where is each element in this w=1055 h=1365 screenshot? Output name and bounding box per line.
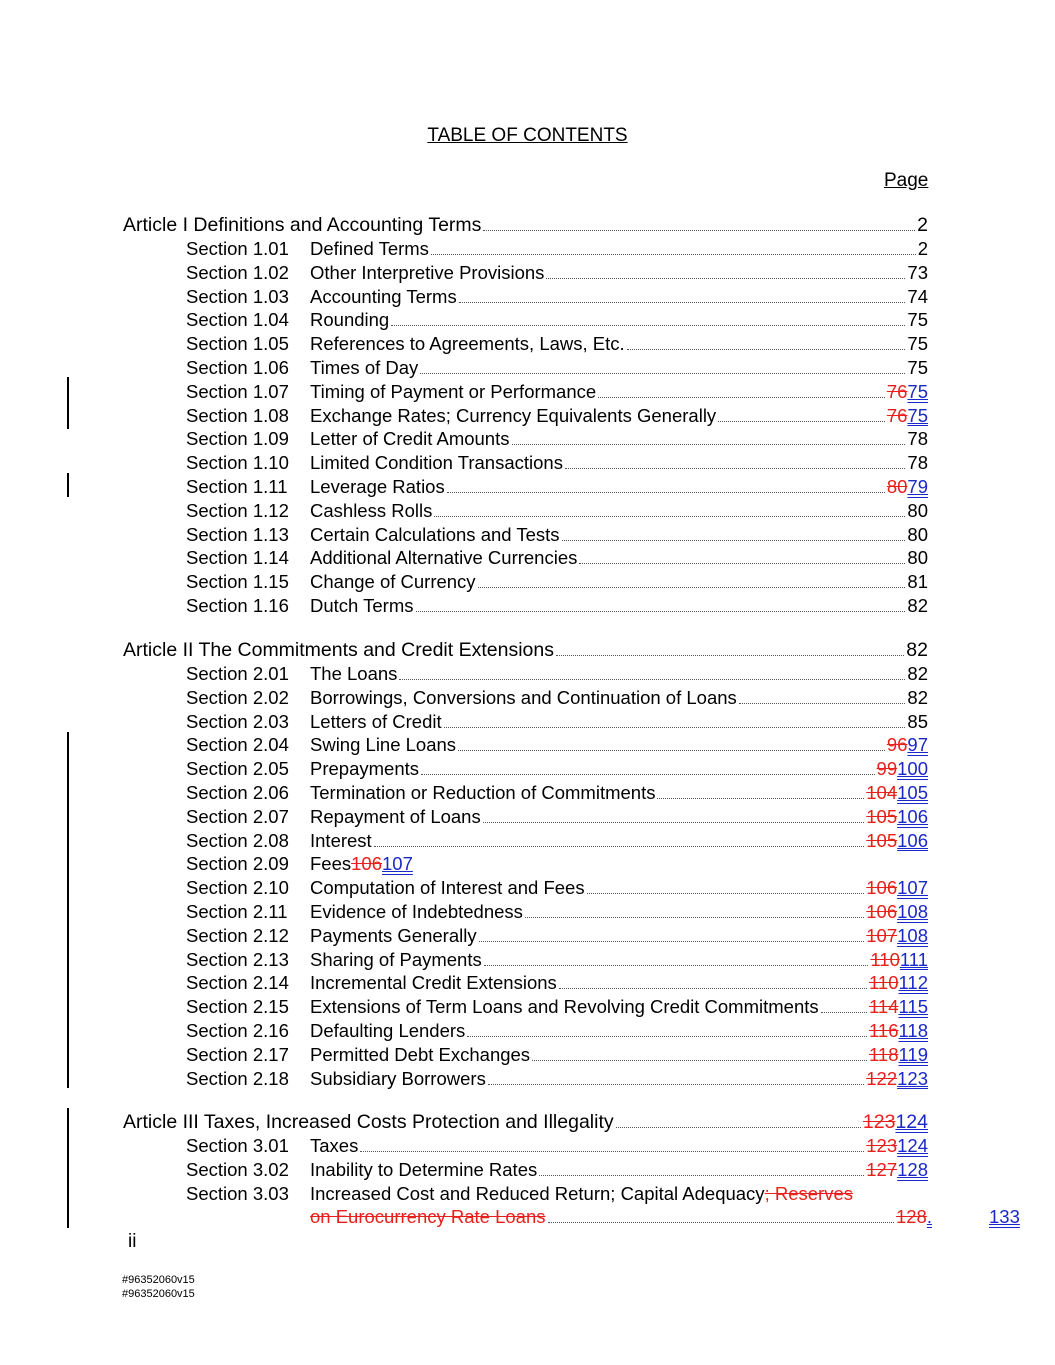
deleted-page-number: 128	[895, 1206, 927, 1227]
dot-leader	[598, 382, 885, 398]
toc-entry	[310, 1019, 928, 1043]
section-number: Section 1.05	[186, 333, 289, 355]
dot-leader	[431, 239, 916, 255]
dot-leader	[391, 310, 905, 326]
toc-page-number	[866, 805, 928, 829]
toc-entry	[310, 971, 928, 995]
change-bar	[67, 1108, 69, 1228]
dot-leader	[488, 1069, 864, 1085]
toc-page-number	[866, 1158, 928, 1182]
section-number: Section 1.07	[186, 380, 289, 402]
dot-leader	[565, 453, 905, 469]
section-title: Increased Cost and Reduced Return; Capital Adequacy	[310, 1183, 765, 1204]
article-title: Article III Taxes, Increased Costs Protection and Illegality	[123, 1111, 614, 1133]
toc-page-number: 82	[906, 639, 928, 661]
toc-entry	[310, 356, 928, 380]
section-title: Times of Day	[310, 357, 419, 378]
toc-entry	[310, 570, 928, 594]
section-title: Rounding	[310, 309, 390, 331]
deleted-page-number: 106	[351, 853, 383, 875]
section-number: Section 2.17	[186, 1043, 289, 1065]
toc-entry	[310, 1158, 928, 1182]
toc-article	[123, 213, 928, 237]
toc-page-number	[866, 781, 928, 805]
deleted-page-number: 123	[866, 1135, 898, 1156]
section-number: Section 2.15	[186, 996, 289, 1018]
dot-leader	[447, 477, 885, 493]
toc-page-number	[866, 924, 928, 948]
dot-leader	[718, 406, 885, 422]
dot-leader	[739, 688, 906, 704]
deleted-page-number: 110	[869, 972, 899, 994]
toc-entry	[310, 1205, 932, 1229]
toc-page-number: 2	[917, 238, 928, 259]
dot-leader	[360, 1136, 864, 1152]
toc-page-number: 85	[907, 710, 928, 732]
inserted-page-number: 115	[898, 996, 928, 1018]
section-number: Section 2.06	[186, 782, 289, 803]
section-number: Section 2.08	[186, 829, 289, 851]
toc-entry	[310, 757, 928, 781]
dot-leader	[479, 926, 865, 942]
deleted-page-number: 123	[862, 1111, 896, 1133]
section-title: Limited Condition Transactions	[310, 452, 563, 474]
deleted-page-number: 127	[866, 1159, 898, 1180]
dot-leader	[821, 997, 867, 1013]
toc-entry	[310, 499, 928, 523]
section-title: Dutch Terms	[310, 595, 414, 616]
section-title: Termination or Reduction of Commitments	[310, 782, 656, 803]
doc-id: #96352060v15	[122, 1274, 195, 1286]
inserted-page-number: 106	[897, 805, 928, 827]
section-title: Letter of Credit Amounts	[310, 428, 510, 450]
section-title: Certain Calculations and Tests	[310, 523, 560, 545]
section-title: Prepayments	[310, 758, 419, 780]
inserted-text: .	[926, 1206, 932, 1227]
inserted-page-number: 111	[899, 948, 928, 970]
dot-leader	[525, 902, 864, 918]
toc-page-number	[870, 948, 928, 972]
section-number: Section 2.18	[186, 1067, 289, 1089]
section-title: Repayment of Loans	[310, 805, 481, 827]
toc-page-number	[887, 404, 928, 428]
toc-page-number	[866, 1067, 928, 1091]
dot-leader	[374, 831, 865, 847]
dot-leader	[548, 1207, 894, 1223]
toc-page-number: 75	[907, 357, 928, 378]
dot-leader	[478, 572, 906, 588]
toc-page-number	[887, 733, 928, 757]
section-title: Inability to Determine Rates	[310, 1159, 538, 1180]
toc-entry	[310, 710, 928, 734]
toc-page-number: 75	[907, 333, 928, 355]
section-number: Section 1.11	[186, 476, 288, 497]
toc-entry	[310, 686, 928, 710]
deleted-page-number: 96	[886, 734, 908, 756]
section-title: Taxes	[310, 1135, 359, 1156]
dot-leader	[483, 807, 865, 823]
deleted-page-number: 106	[866, 877, 898, 899]
section-title: Exchange Rates; Currency Equivalents Generally	[310, 404, 717, 426]
inserted-page-number: 108	[897, 901, 928, 922]
toc-entry	[310, 948, 928, 972]
deleted-page-number: 106	[866, 901, 898, 922]
section-number: Section 1.14	[186, 547, 289, 569]
section-number: Section 1.10	[186, 452, 289, 474]
deleted-page-number: 122	[866, 1067, 898, 1089]
toc-entry	[310, 1182, 853, 1206]
section-title: Cashless Rolls	[310, 499, 433, 521]
toc-entry	[310, 1134, 928, 1158]
section-number: Section 2.13	[186, 948, 289, 970]
deleted-page-number: 76	[886, 404, 908, 426]
toc-page-number: 78	[907, 452, 928, 474]
toc-page-number: 80	[907, 547, 928, 569]
deleted-page-number: 104	[866, 782, 898, 803]
change-bar	[67, 377, 69, 429]
toc-entry	[310, 261, 928, 285]
inserted-page-number: 79	[907, 476, 928, 497]
dot-leader	[512, 429, 906, 445]
toc-entry	[310, 876, 928, 900]
inserted-page-number: 97	[907, 734, 928, 756]
toc-entry	[310, 995, 928, 1019]
section-title: Defined Terms	[310, 238, 429, 259]
section-number: Section 2.07	[186, 805, 289, 827]
dot-leader	[562, 525, 906, 541]
toc-article	[123, 638, 928, 662]
toc-page-number	[351, 852, 413, 876]
page-column-label: Page	[884, 170, 929, 191]
section-title: Sharing of Payments	[310, 948, 482, 970]
section-title: References to Agreements, Laws, Etc.	[310, 333, 625, 355]
section-number: Section 2.14	[186, 972, 289, 994]
dot-leader	[616, 1112, 861, 1128]
dot-leader	[627, 334, 906, 350]
toc-entry	[310, 900, 928, 924]
toc-page-number	[866, 1134, 928, 1158]
toc-entry	[310, 475, 928, 499]
section-number: Section 1.15	[186, 571, 289, 593]
inserted-page-number: 107	[897, 877, 928, 899]
toc-entry	[310, 332, 928, 356]
section-title: Payments Generally	[310, 924, 477, 946]
section-number: Section 2.02	[186, 686, 289, 708]
dot-leader	[587, 878, 865, 894]
deleted-page-number: 105	[866, 805, 898, 827]
dot-leader	[559, 973, 867, 989]
deleted-page-number: 107	[866, 924, 898, 946]
section-title: Extensions of Term Loans and Revolving Credit Commitments	[310, 996, 819, 1018]
inserted-page-number: 133	[989, 1206, 1020, 1227]
toc-entry	[310, 404, 928, 428]
toc-page-number	[869, 995, 928, 1019]
toc-page-number: 82	[907, 663, 928, 684]
section-title: Change of Currency	[310, 571, 476, 593]
section-number: Section 1.08	[186, 404, 289, 426]
toc-entry	[310, 546, 928, 570]
inserted-page-number	[989, 1205, 1020, 1229]
toc-page-number	[887, 475, 928, 499]
section-number: Section 1.09	[186, 428, 289, 450]
section-number: Section 1.03	[186, 285, 289, 307]
section-title: Subsidiary Borrowers	[310, 1067, 486, 1089]
section-title: Accounting Terms	[310, 285, 457, 307]
dot-leader	[458, 735, 885, 751]
inserted-page-number: 124	[897, 1135, 928, 1156]
toc-page-number	[877, 757, 928, 781]
page-number: ii	[128, 1231, 137, 1252]
toc-entry	[310, 451, 928, 475]
section-title: Computation of Interest and Fees	[310, 877, 585, 899]
toc-entry	[310, 662, 928, 686]
toc-page-number: 74	[907, 285, 928, 307]
section-number: Section 1.13	[186, 523, 289, 545]
section-title: Defaulting Lenders	[310, 1020, 466, 1041]
deleted-page-number: 116	[869, 1020, 899, 1041]
dot-leader	[532, 1045, 867, 1061]
inserted-page-number: 112	[898, 972, 928, 994]
dot-leader	[546, 263, 905, 279]
change-bar	[67, 473, 69, 497]
deleted-page-number: 76	[886, 380, 908, 402]
toc-page-number	[869, 971, 928, 995]
section-number: Section 2.09	[186, 853, 289, 875]
deleted-text: on Eurocurrency Rate Loans	[310, 1206, 546, 1227]
toc-page-number	[866, 829, 928, 853]
section-number: Section 1.16	[186, 595, 289, 616]
section-title: Incremental Credit Extensions	[310, 972, 557, 994]
section-number: Section 3.01	[186, 1135, 289, 1156]
toc-page-number: 82	[907, 686, 928, 708]
section-number: Section 2.05	[186, 758, 289, 780]
dot-leader	[416, 596, 906, 612]
toc-page-number	[869, 1019, 928, 1043]
section-title: Borrowings, Conversions and Continuation of Loans	[310, 686, 737, 708]
section-title: Letters of Credit	[310, 710, 442, 732]
toc-page-number: 80	[907, 523, 928, 545]
inserted-page-number: 106	[897, 829, 928, 851]
inserted-page-number: 128	[897, 1159, 928, 1180]
section-number: Section 1.04	[186, 309, 289, 331]
toc-entry	[310, 308, 928, 332]
toc-page-number: 81	[907, 571, 928, 593]
inserted-page-number: 75	[907, 380, 928, 402]
toc-entry	[310, 733, 928, 757]
section-number: Section 1.01	[186, 238, 289, 259]
toc-page-number: 80	[907, 499, 928, 521]
toc-entry	[310, 1067, 928, 1091]
inserted-page-number: 107	[382, 853, 413, 875]
dot-leader	[434, 501, 905, 517]
inserted-page-number: 105	[897, 782, 928, 803]
section-title: Timing of Payment or Performance	[310, 380, 597, 402]
section-number: Section 2.04	[186, 734, 289, 756]
inserted-page-number: 75	[907, 404, 928, 426]
toc-page-number: 2	[917, 214, 928, 236]
dot-leader	[421, 759, 875, 775]
section-number: Section 1.06	[186, 357, 289, 378]
toc-entry	[310, 427, 928, 451]
change-bar	[67, 732, 69, 1088]
deleted-text: ; Reserves	[764, 1183, 853, 1204]
toc-page-number: 73	[907, 261, 928, 283]
inserted-page-number: 124	[895, 1111, 928, 1133]
toc-page-number	[866, 900, 928, 924]
toc-page-number: 75	[907, 309, 928, 331]
deleted-page-number: 114	[869, 996, 899, 1018]
doc-id: #96352060v15	[122, 1288, 195, 1300]
dot-leader	[444, 712, 906, 728]
dot-leader	[420, 358, 905, 374]
deleted-page-number: 105	[866, 829, 898, 851]
deleted-page-number: 118	[869, 1043, 899, 1065]
deleted-page-number: 80	[886, 476, 908, 497]
section-title: Other Interpretive Provisions	[310, 261, 545, 283]
inserted-page-number: 119	[898, 1043, 928, 1065]
toc-page-number	[887, 380, 928, 404]
dot-leader	[579, 548, 905, 564]
toc-entry	[310, 1043, 928, 1067]
inserted-page-number: 108	[897, 924, 928, 946]
section-title: Evidence of Indebtedness	[310, 901, 523, 922]
dot-leader	[483, 215, 915, 231]
dot-leader	[556, 640, 904, 656]
dot-leader	[399, 664, 905, 680]
toc-entry	[310, 285, 928, 309]
page-title: TABLE OF CONTENTS	[427, 125, 628, 146]
toc-article	[123, 1110, 928, 1134]
section-number: Section 1.12	[186, 499, 289, 521]
dot-leader	[459, 287, 906, 303]
toc-entry	[310, 829, 928, 853]
toc-entry	[310, 380, 928, 404]
section-number: Section 2.12	[186, 924, 289, 946]
toc-entry	[310, 805, 928, 829]
toc-entry	[310, 781, 928, 805]
toc-entry	[310, 523, 928, 547]
dot-leader	[484, 950, 869, 966]
toc-page-number	[869, 1043, 928, 1067]
section-number: Section 2.03	[186, 710, 289, 732]
section-number: Section 2.11	[186, 901, 288, 922]
dot-leader	[539, 1160, 864, 1176]
inserted-page-number: 118	[898, 1020, 928, 1041]
dot-leader	[657, 783, 864, 799]
article-title: Article II The Commitments and Credit Extensions	[123, 639, 554, 661]
section-number: Section 2.01	[186, 663, 289, 684]
inserted-page-number: 100	[897, 758, 928, 780]
deleted-page-number: 110	[870, 948, 900, 970]
section-number: Section 1.02	[186, 261, 289, 283]
toc-entry	[310, 852, 413, 876]
section-number: Section 3.03	[186, 1183, 289, 1204]
toc-page-number	[896, 1205, 932, 1229]
toc-page-number	[866, 876, 928, 900]
toc-entry	[310, 924, 928, 948]
inserted-page-number: 123	[897, 1067, 928, 1089]
article-title: Article I Definitions and Accounting Terms	[123, 214, 482, 236]
section-title: Interest	[310, 829, 372, 851]
section-number: Section 3.02	[186, 1159, 289, 1180]
section-title: Fees	[310, 853, 352, 875]
deleted-page-number: 99	[876, 758, 898, 780]
dot-leader	[467, 1021, 867, 1037]
toc-page-number: 82	[907, 595, 928, 616]
toc-page-number	[863, 1110, 928, 1134]
section-title: Permitted Debt Exchanges	[310, 1043, 531, 1065]
toc-page-number: 78	[907, 428, 928, 450]
toc-entry	[310, 237, 928, 261]
section-title: The Loans	[310, 663, 398, 684]
section-title: Leverage Ratios	[310, 476, 445, 497]
toc-entry	[310, 594, 928, 618]
section-title: Additional Alternative Currencies	[310, 547, 578, 569]
section-number: Section 2.16	[186, 1020, 289, 1041]
section-number: Section 2.10	[186, 877, 289, 899]
section-title: Swing Line Loans	[310, 734, 457, 756]
